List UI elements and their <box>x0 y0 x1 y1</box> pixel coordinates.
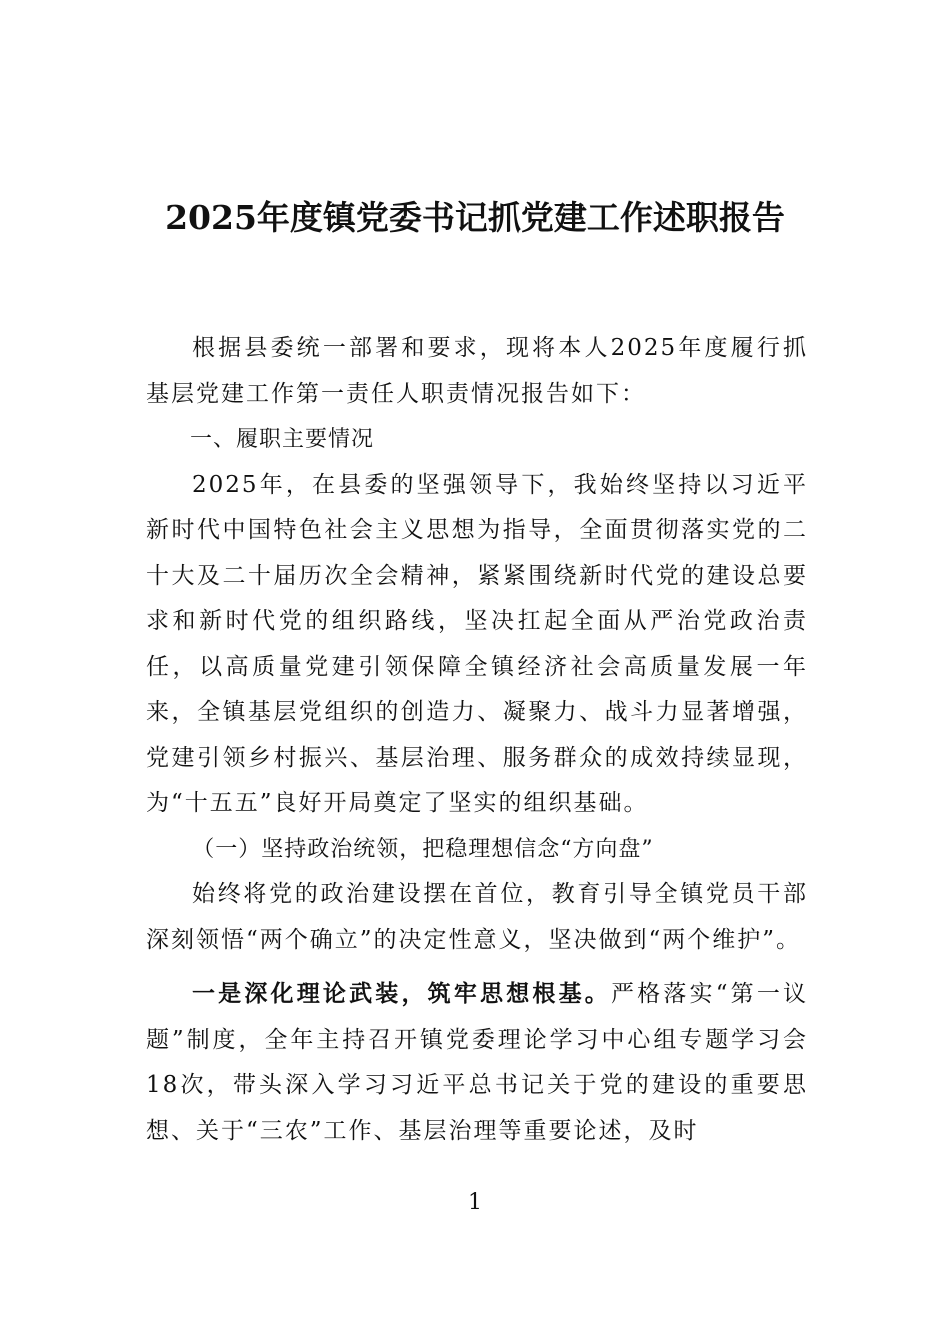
section-heading: 一、履职主要情况 <box>190 427 375 452</box>
subsection-paragraph: 始终将党的政治建设摆在首位，教育引导全镇党员干部深刻领悟“两个确立”的决定性意义，坚决做到“两个维护”。 <box>146 881 808 953</box>
intro-paragraph: 根据县委统一部署和要求，现将本人2025年度履行抓基层党建工作第一责任人职责情况报告如下： <box>146 335 808 407</box>
point-paragraph <box>146 971 808 1154</box>
document-title: 2025年度镇党委书记抓党建工作述职报告 <box>165 198 785 237</box>
section-paragraph: 2025年，在县委的坚强领导下，我始终坚持以习近平新时代中国特色社会主义思想为指导，全面贯彻落实党的二十大及二十届历次全会精神，紧紧围绕新时代党的建设总要求和新时代党的组织路线，坚决扛起全面从严治党政治责任，以高质量党建引领保障全镇经济社会高质量发展一年来，全镇基层党组织的创造力、凝聚力、战斗力显著增强，党建引领乡村振兴、基层治理、服务群众的成效持续显现，为“十五五”良好开局奠定了坚实的组织基础。 <box>146 471 808 816</box>
page-number: 1 <box>468 1190 482 1215</box>
point-lead: 一是深化理论武装，筑牢思想根基。 <box>192 980 611 1007</box>
document-body <box>146 326 808 1154</box>
point-text: 严格落实“第一议题”制度，全年主持召开镇党委理论学习中心组专题学习会18次，带头深入学习习近平总书记关于党的建设的重要思想、关于“三农”工作、基层治理等重要论述，及时 <box>146 981 809 1144</box>
subsection-heading: （一）坚持政治统领，把稳理想信念“方向盘” <box>192 836 654 862</box>
